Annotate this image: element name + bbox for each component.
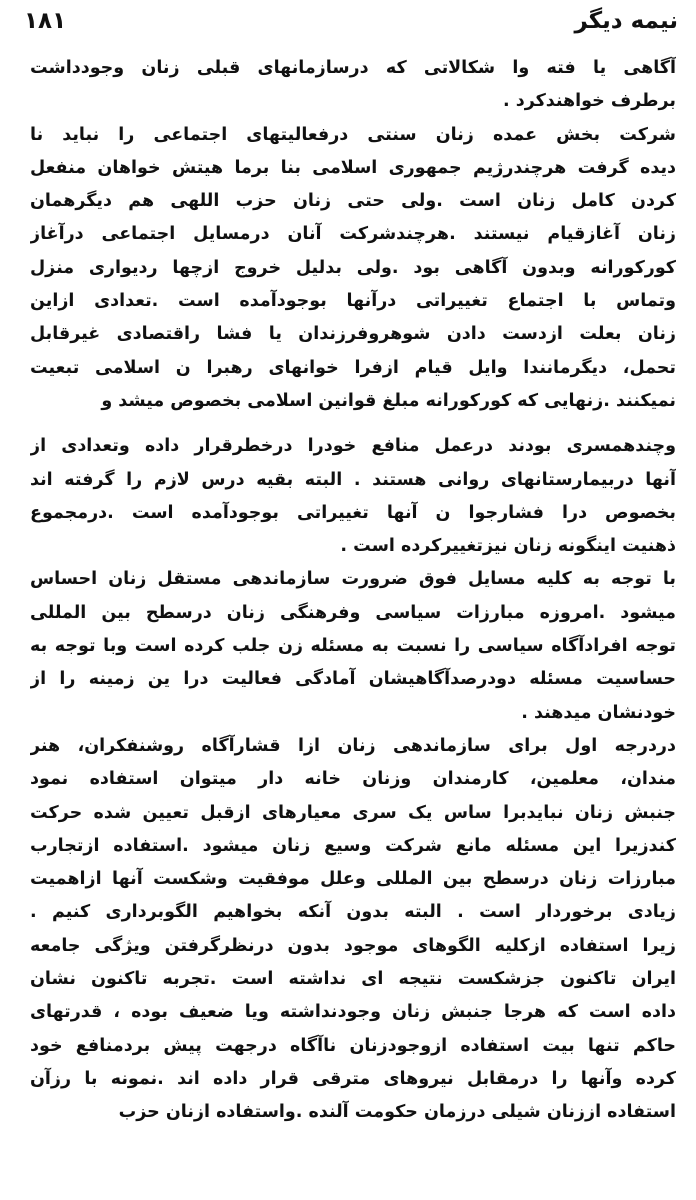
- text-line: توجه افرادآگاه سیاسی را نسبت به مسئله زن جلب کرده است وبا توجه به: [30, 636, 676, 657]
- text-line: ذهنیت اینگونه زنان نیزتغییرکرده است .: [340, 536, 676, 557]
- text-line: جنبش زنان نبایدبرا ساس یک سری معیارهای ازقبل تعیین شده حرکت: [30, 802, 676, 823]
- text-line: مندان، معلمین، کارمندان وزنان خانه دار میتوان استفاده نمود: [30, 769, 676, 790]
- text-line: با توجه به کلیه مسایل فوق ضرورت سازماندهی مستقل زنان احساس: [30, 569, 676, 590]
- text-line: دردرجه اول برای سازماندهی زنان ازا قشارآگاه روشنفکران، هنر: [30, 735, 676, 756]
- text-line: برطرف خواهندکرد .: [502, 91, 676, 112]
- text-line: حساسیت مسئله دودرصدآگاهیشان آمادگی فعالیت درا ین زمینه را از: [30, 669, 676, 690]
- paragraph: [30, 52, 676, 119]
- text-line: استفاده اززنان شیلی درزمان حکومت آلنده .واستفاده ازنان حزب: [118, 1102, 676, 1123]
- text-line: وتماس با اجتماع تغییراتی درآنها بوجودآمده است .تعدادی ازاین: [30, 291, 676, 312]
- paragraph: [30, 430, 676, 563]
- text-line: شرکت بخش عمده زنان سنتی درفعالیتهای اجتماعی را نباید نا: [30, 124, 676, 145]
- paragraph: [30, 563, 676, 729]
- text-line: میشود .امروزه مبارزات سیاسی وفرهنگی زنان درسطح بین المللی: [30, 602, 676, 623]
- page-number: ۱۸۱: [24, 8, 67, 34]
- text-line: زیادی برخوردار است . البته بدون آنکه بخواهیم الگوبرداری کنیم .: [30, 902, 676, 923]
- text-line: ایران تاکنون جزشکست نتیجه ای نداشته است .تجربه تاکنون نشان: [30, 969, 676, 990]
- body-text: [30, 52, 676, 1130]
- text-line: دیده گرفت هرچندرژیم جمهوری اسلامی بنا برما هیتش خواهان منفعل: [30, 157, 676, 178]
- text-line: مبارزات زنان درسطح بین المللی وعلل موفقیت وشکست آنها ازاهمیت: [30, 869, 676, 890]
- text-line: آنها دربیمارستانهای روانی هستند . البته بقیه درس لازم را گرفته اند: [30, 469, 676, 490]
- text-line: کردن کامل زنان است .ولی حتی زنان حزب اللهی هم دیگرهمان: [30, 191, 676, 212]
- text-line: آگاهی یا فته وا شکالاتی که درسازمانهای قبلی زنان وجودداشت: [30, 58, 676, 78]
- text-line: خودنشان میدهند .: [521, 702, 676, 723]
- paragraph: [30, 119, 676, 419]
- text-line: داده است که هرجا جنبش زنان وجودنداشته ویا ضعیف بوده ، قدرتهای: [30, 1002, 676, 1023]
- text-line: حاکم تنها بیت استفاده ازوجودزنان ناآگاه درجهت پیش بردمنافع خود: [30, 1035, 676, 1056]
- paragraph-gap: [30, 418, 676, 430]
- text-line: زنان بعلت ازدست دادن شوهروفرزندان یا فشا راقتصادی غیرقابل: [30, 324, 676, 345]
- running-title: نیمه دیگر: [574, 8, 678, 34]
- text-line: تحمل، دیگرمانندا وایل قیام ازفرا خوانهای رهبرا ن اسلامی تبعیت: [30, 357, 676, 378]
- text-line: کورکورانه وبدون آگاهی بود .ولی بدلیل خروج ازچها ردیواری منزل: [30, 257, 676, 278]
- text-line: نمیکنند .زنهایی که کورکورانه مبلغ قوانین اسلامی بخصوص میشد و: [101, 390, 676, 411]
- text-line: زیرا استفاده ازکلیه الگوهای موجود بدون درنظرگرفتن ویژگی جامعه: [30, 935, 676, 956]
- text-line: زنان آغازقیام نیستند .هرچندشرکت آنان درمسایل اجتماعی درآغاز: [30, 224, 676, 245]
- text-line: بخصوص درا فشارجوا ن آنها تغییراتی بوجودآمده است .درمجموع: [30, 502, 676, 523]
- paragraph: [30, 730, 676, 1130]
- page-header: [24, 6, 678, 46]
- text-line: کرده وآنها را درمقابل نیروهای مترقی قرار داده اند .نمونه با رزآن: [30, 1068, 676, 1089]
- text-line: وچندهمسری بودند درعمل منافع خودرا درخطرقرار داده وتعدادی از: [30, 436, 676, 457]
- text-line: کندزیرا این مسئله مانع شرکت وسیع زنان میشود .استفاده ازتجارب: [30, 835, 676, 856]
